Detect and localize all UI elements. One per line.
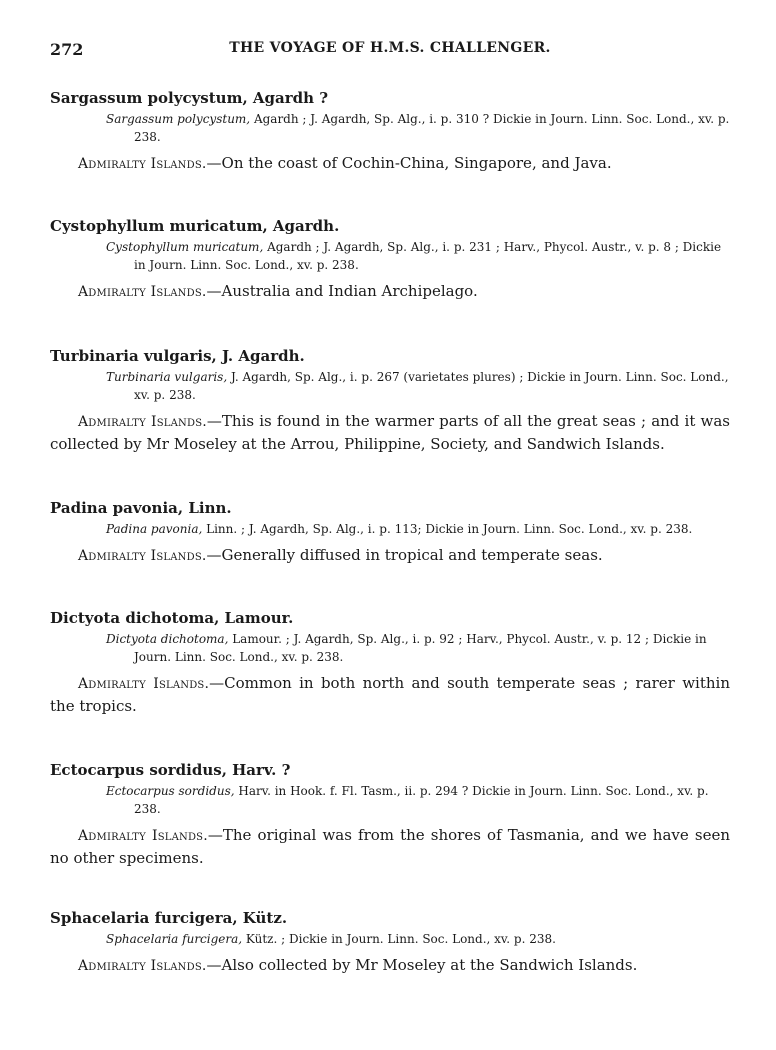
distribution — [50, 824, 730, 869]
page-header — [50, 40, 730, 62]
distribution — [50, 954, 730, 977]
citation-italic: Cystophyllum muricatum, — [106, 240, 264, 254]
locality-label: Admiralty Islands. — [78, 284, 207, 300]
species-entry — [50, 760, 730, 869]
species-entry — [50, 88, 730, 175]
citation — [106, 368, 730, 404]
citation-italic: Turbinaria vulgaris, — [106, 370, 228, 384]
locality-label: Admiralty Islands. — [78, 958, 207, 974]
distribution-text: —Generally diffused in tropical and temperate seas. — [206, 546, 603, 564]
citation-text: Linn. ; J. Agardh, Sp. Alg., i. p. 113; Dickie in Journ. Linn. Soc. Lond., xv. p. 238. — [202, 522, 693, 536]
citation-text: Harv. in Hook. f. Fl. Tasm., ii. p. 294 ? Dickie in Journ. Linn. Soc. Lond., xv. p. 238. — [134, 784, 709, 816]
species-name: Padina pavonia, Linn. — [50, 499, 232, 517]
page-number: 272 — [50, 40, 84, 59]
distribution-text: —Common in both north and south temperate seas ; rarer within the tropics. — [50, 674, 730, 715]
locality-label: Admiralty Islands. — [78, 676, 210, 692]
citation — [106, 782, 730, 818]
species-name: Ectocarpus sordidus, Harv. ? — [50, 761, 291, 779]
locality-label: Admiralty Islands. — [78, 156, 207, 172]
distribution-text: —Also collected by Mr Moseley at the Sandwich Islands. — [206, 956, 638, 974]
locality-label: Admiralty Islands. — [78, 828, 208, 844]
species-name: Sphacelaria furcigera, Kütz. — [50, 909, 288, 927]
locality-label: Admiralty Islands. — [78, 548, 207, 564]
locality-label: Admiralty Islands. — [78, 414, 207, 430]
citation-italic: Ectocarpus sordidus, — [106, 784, 235, 798]
distribution — [50, 410, 730, 455]
citation-text: Agardh ; J. Agardh, Sp. Alg., i. p. 231 ; Harv., Phycol. Austr., v. p. 8 ; Dickie in Journ. Linn. Soc. Lond., xv. p. 238. — [134, 240, 722, 272]
citation-italic: Padina pavonia, — [106, 522, 203, 536]
species-entry — [50, 498, 730, 567]
citation-text: Kütz. ; Dickie in Journ. Linn. Soc. Lond., xv. p. 238. — [242, 932, 556, 946]
citation-text: J. Agardh, Sp. Alg., i. p. 267 (varietates plures) ; Dickie in Journ. Linn. Soc. Lond., xv. p. 238. — [134, 370, 729, 402]
species-entry — [50, 216, 730, 303]
species-entry — [50, 908, 730, 977]
citation-italic: Sphacelaria furcigera, — [106, 932, 243, 946]
running-title: THE VOYAGE OF H.M.S. CHALLENGER. — [229, 40, 551, 56]
distribution-text: —This is found in the warmer parts of all the great seas ; and it was collected by Mr Moseley at the Arrou, Philippine, Society, and Sandwich Islands. — [50, 412, 730, 453]
species-entry — [50, 608, 730, 717]
citation-italic: Sargassum polycystum, — [106, 112, 251, 126]
distribution-text: —Australia and Indian Archipelago. — [206, 282, 478, 300]
species-entry — [50, 346, 730, 455]
citation — [106, 238, 730, 274]
distribution — [50, 544, 730, 567]
citation — [106, 930, 730, 948]
citation-italic: Dictyota dichotoma, — [106, 632, 229, 646]
distribution — [50, 672, 730, 717]
citation — [106, 520, 730, 538]
citation — [106, 630, 730, 666]
citation-text: Lamour. ; J. Agardh, Sp. Alg., i. p. 92 ; Harv., Phycol. Austr., v. p. 12 ; Dickie in Journ. Linn. Soc. Lond., xv. p. 238. — [134, 632, 707, 664]
citation — [106, 110, 730, 146]
distribution-text: —The original was from the shores of Tasmania, and we have seen no other specimens. — [50, 826, 730, 867]
distribution — [50, 152, 730, 175]
species-name: Sargassum polycystum, Agardh ? — [50, 89, 329, 107]
distribution-text: —On the coast of Cochin-China, Singapore, and Java. — [206, 154, 612, 172]
species-name: Turbinaria vulgaris, J. Agardh. — [50, 347, 305, 365]
distribution — [50, 280, 730, 303]
citation-text: Agardh ; J. Agardh, Sp. Alg., i. p. 310 ? Dickie in Journ. Linn. Soc. Lond., xv. p. 238. — [134, 112, 730, 144]
species-name: Cystophyllum muricatum, Agardh. — [50, 217, 340, 235]
species-name: Dictyota dichotoma, Lamour. — [50, 609, 294, 627]
